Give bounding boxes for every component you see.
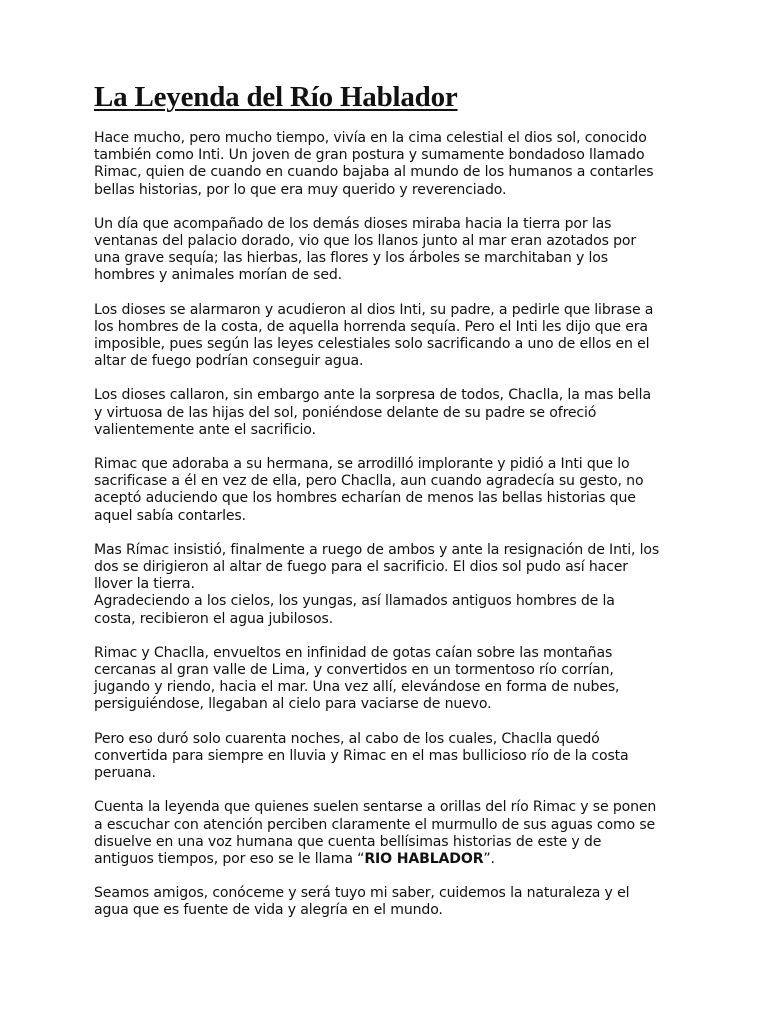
paragraph-8 [94,731,664,783]
document-title: La Leyenda del Río Hablador [94,81,458,113]
paragraph-7 [94,645,664,714]
text-line: jugando y riendo, hacia el mar. Una vez allí, elevándose en forma de nubes, [94,679,620,696]
text-line: Hace mucho, pero mucho tiempo, vivía en la cima celestial el dios sol, conocido [94,130,647,146]
text-line: cercanas al gran valle de Lima, y convertidos en un tormentoso río corrían, [94,662,614,679]
paragraph-4 [94,387,664,439]
text-line: Cuenta la leyenda que quienes suelen sentarse a orillas del río Rimac y se ponen [94,799,657,816]
text-line: valientemente ante el sacrificio. [94,421,316,438]
paragraph-3 [94,302,664,371]
text-line: peruana. [94,765,156,782]
text-line: persiguiéndose, llegaban al cielo para vaciarse de nuevo. [94,696,492,713]
text-line: costa, recibieron el agua jubilosos. [94,610,334,627]
document-page [94,78,664,937]
text-line: aquel sabía contarles. [94,507,246,524]
text-line: llover la tierra. [94,576,195,593]
text-line: sacrificase a él en vez de ella, pero Chaclla, aun cuando agradecía su gesto, no [94,473,644,490]
text-line: Rimac y Chaclla, envueltos en infinidad de gotas caían sobre las montañas [94,644,613,661]
text-line: Los dioses se alarmaron y acudieron al dios Inti, su padre, a pedirle que librase a [94,301,654,318]
text-line: Pero eso duró solo cuarenta noches, al cabo de los cuales, Chaclla quedó [94,730,600,747]
river-name-emphasis: RIO HABLADOR [364,850,484,867]
text-line-with-emphasis [94,851,664,868]
text-line: Seamos amigos, conóceme y será tuyo mi saber, cuidemos la naturaleza y el [94,885,630,902]
text-line: los hombres de la costa, de aquella horrenda sequía. Pero el Inti les dijo que era [94,318,648,335]
text-line: Un día que acompañado de los demás dioses miraba hacia la tierra por las [94,215,612,232]
text-line: una grave sequía; las hierbas, las flores y los árboles se marchitaban y los [94,250,608,267]
text-line: aceptó aduciendo que los hombres echarían de menos las bellas historias que [94,490,636,507]
text-line: disuelve en una voz humana que cuenta bellísimas historias de este y de [94,833,602,850]
paragraph-9 [94,799,664,868]
text-line: Mas Rímac insistió, finalmente a ruego de ambos y ante la resignación de Inti, los [94,541,660,558]
paragraph-5 [94,456,664,525]
text-line: imposible, pues según las leyes celestiales solo sacrificando a uno de ellos en el [94,336,650,353]
text-line: hombres y animales morían de sed. [94,267,342,284]
text-line: también como Inti. Un joven de gran postura y sumamente bondadoso llamado [94,147,645,164]
text-line: dos se dirigieron al altar de fuego para el sacrificio. El dios sol pudo así hacer [94,559,628,576]
text-line: bellas historias, por lo que era muy querido y reverenciado. [94,181,507,198]
text-line: Agradeciendo a los cielos, los yungas, así llamados antiguos hombres de la [94,593,615,610]
text-line: ventanas del palacio dorado, vio que los llanos junto al mar eran azotados por [94,233,637,250]
text-line: Los dioses callaron, sin embargo ante la sorpresa de todos, Chaclla, la mas bella [94,387,651,404]
text-line: altar de fuego podrían conseguir agua. [94,353,364,370]
paragraph-6 [94,542,664,628]
text-line: Rimac, quien de cuando en cuando bajaba al mundo de los humanos a contarles [94,164,654,181]
text-line: agua que es fuente de vida y alegría en el mundo. [94,902,443,919]
paragraph-2 [94,216,664,285]
text-segment: antiguos tiempos, por eso se le llama “ [94,850,365,867]
text-line: Rimac que adoraba a su hermana, se arrodilló implorante y pidió a Inti que lo [94,456,630,473]
text-line: convertida para siempre en lluvia y Rimac en el mas bullicioso río de la costa [94,747,629,764]
text-line: a escuchar con atención perciben claramente el murmullo de sus aguas como se [94,816,656,833]
paragraph-10 [94,885,664,919]
text-line: y virtuosa de las hijas del sol, poniéndose delante de su padre se ofreció [94,404,597,421]
text-segment: ”. [483,850,495,867]
paragraph-1 [94,130,664,199]
